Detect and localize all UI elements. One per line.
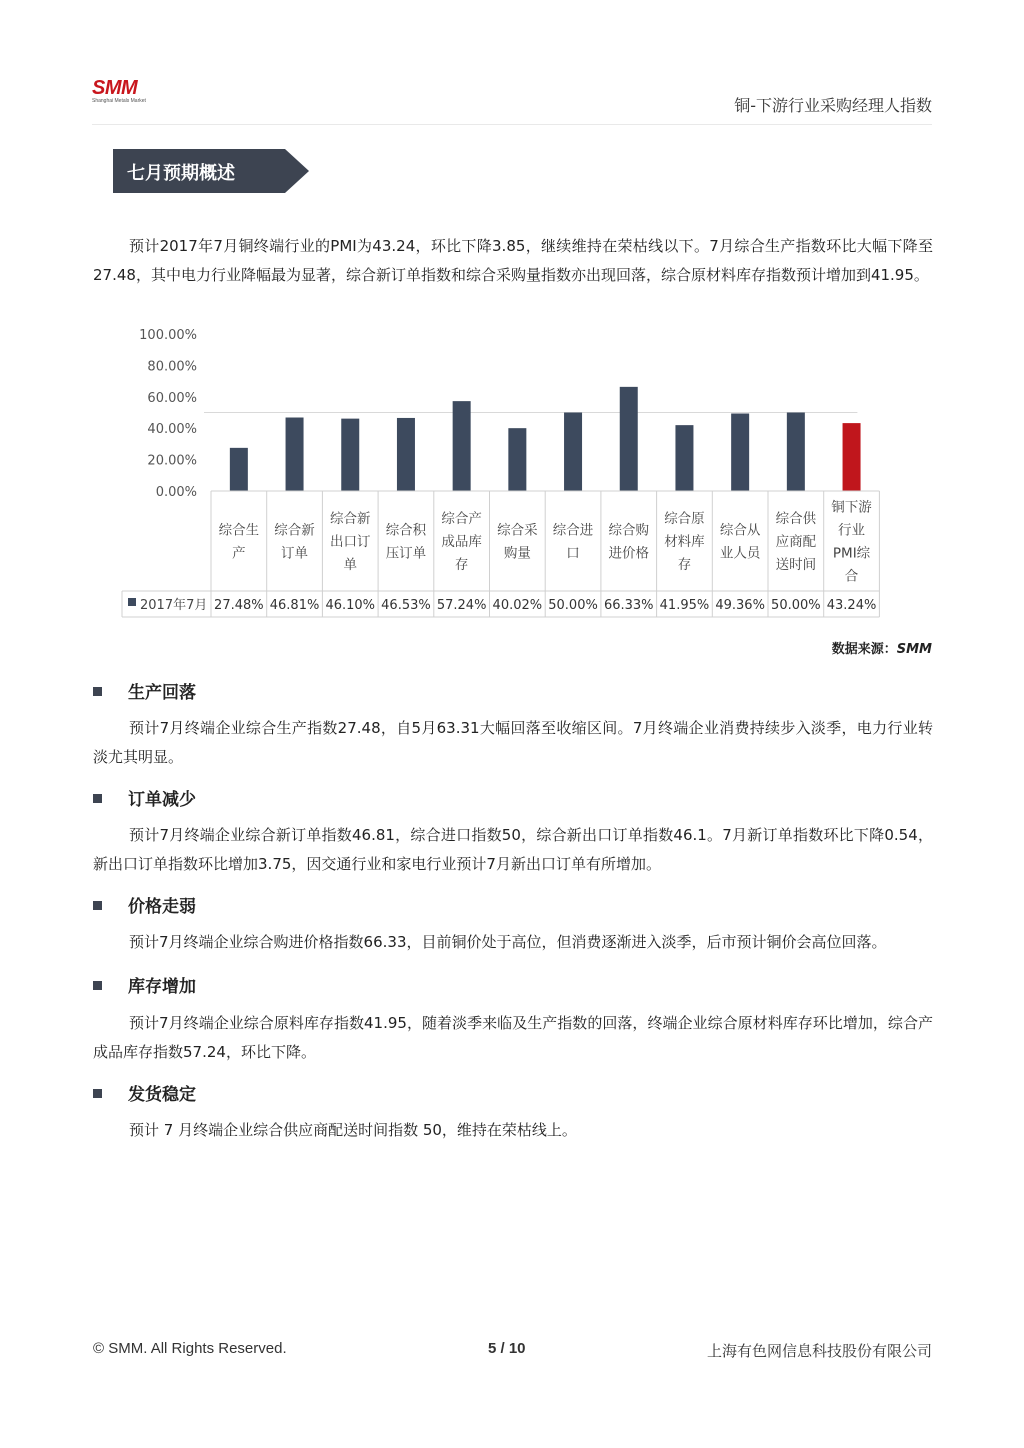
footer-copyright: © SMM. All Rights Reserved. [93,1340,287,1357]
data-label: 40.02% [492,598,543,613]
data-label: 50.00% [548,598,598,613]
bar [397,418,415,491]
x-category-label: 综合从业人员 [719,522,761,562]
section-banner [113,149,309,193]
bullet-square-icon [93,981,102,990]
source-name: SMM [896,642,932,657]
x-category-label: 综合供应商配送时间 [775,511,817,573]
bar [675,425,693,491]
chart-svg [0,320,1024,630]
x-category-label: 综合产成品库存 [441,511,482,573]
footer-page-number: 5 / 10 [488,1340,526,1357]
data-label: 49.36% [715,598,765,613]
topic-text-inventory: 预计7月终端企业综合原料库存指数41.95，随着淡季来临及生产指数的回落，终端企业综合原材料库存环比增加，综合产成品库存指数57.24，环比下降。 [93,1014,933,1061]
bar [508,428,526,491]
source-label: 数据来源： [831,642,897,657]
logo-mark: SMM [92,77,138,99]
y-tick-label: 60.00% [147,390,197,406]
legend-label: 2017年7月 [140,598,208,613]
data-label: 57.24% [436,598,487,613]
data-label: 41.95% [659,598,710,613]
data-label: 46.10% [325,598,376,613]
bar [564,413,582,492]
x-category-label: 综合进口 [552,522,594,562]
y-tick-label: 80.00% [147,359,197,375]
report-title: 铜-下游行业采购经理人指数 [734,96,932,115]
section-title: 七月预期概述 [127,163,235,184]
bar [731,414,749,491]
bar [620,387,638,491]
data-label: 50.00% [771,598,821,613]
topic-text-delivery: 预计 7 月终端企业综合供应商配送时间指数 50，维持在荣枯线上。 [129,1121,577,1139]
data-label: 43.24% [826,598,877,613]
smm-logo [92,78,152,108]
y-tick-label: 100.00% [139,328,197,343]
x-category-label: 综合购进价格 [608,522,649,562]
bullet-square-icon [93,794,102,803]
data-source [832,638,932,657]
topic-title-inventory: 库存增加 [93,972,196,997]
bar [453,401,471,491]
data-label: 27.48% [214,598,264,613]
topic-title-delivery: 发货稳定 [93,1080,196,1105]
data-label: 46.81% [269,598,320,613]
legend-swatch [128,598,136,606]
bar [230,448,248,491]
x-category-label: 综合采购量 [497,522,538,562]
y-tick-label: 40.00% [147,422,197,438]
topic-title-orders: 订单减少 [93,785,196,810]
topic-text-orders: 预计7月终端企业综合新订单指数46.81，综合进口指数50，综合新出口订单指数46.1。7月新订单指数环比下降0.54，新出口订单指数环比增加3.75，因交通行业和家电行业预计7月新出口订单有所增加。 [93,826,933,873]
y-tick-label: 0.00% [155,485,197,500]
bullet-square-icon [93,901,102,910]
y-tick-label: 20.00% [147,453,197,469]
pmi-chart [0,320,1024,630]
bar [341,419,359,491]
data-label: 46.53% [381,598,431,613]
header-divider [92,124,932,125]
bar [843,423,861,491]
bullet-square-icon [93,1089,102,1098]
intro-paragraph: 预计2017年7月铜终端行业的PMI为43.24，环比下降3.85，继续维持在荣枯线以下。7月综合生产指数环比大幅下降至27.48，其中电力行业降幅最为显著，综合新订单指数和综合采购量指数亦出现回落，综合原材料库存指数预计增加到41.95。 [93,237,933,284]
data-label: 66.33% [603,598,654,613]
footer-company: 上海有色网信息科技股份有限公司 [706,1342,932,1360]
x-category-label: 铜下游行业 PMI综合 [831,499,872,585]
topic-text-production: 预计7月终端企业综合生产指数27.48，自5月63.31大幅回落至收缩区间。7月终端企业消费持续步入淡季，电力行业转淡尤其明显。 [93,719,933,766]
bar [787,413,805,492]
x-category-label: 综合新订单 [274,522,315,562]
x-category-label: 综合生产 [218,522,260,562]
topic-title-production: 生产回落 [93,678,196,703]
bullet-square-icon [93,687,102,696]
x-category-label: 综合积压订单 [385,522,427,562]
x-category-label: 综合新出口订单 [330,511,371,573]
logo-subtext: Shanghai Metals Market [92,98,146,104]
bar [286,418,304,491]
topic-text-price: 预计7月终端企业综合购进价格指数66.33，目前铜价处于高位，但消费逐渐进入淡季，后市预计铜价会高位回落。 [129,933,887,951]
x-category-label: 综合原材料库存 [664,511,705,573]
topic-title-price: 价格走弱 [93,892,196,917]
